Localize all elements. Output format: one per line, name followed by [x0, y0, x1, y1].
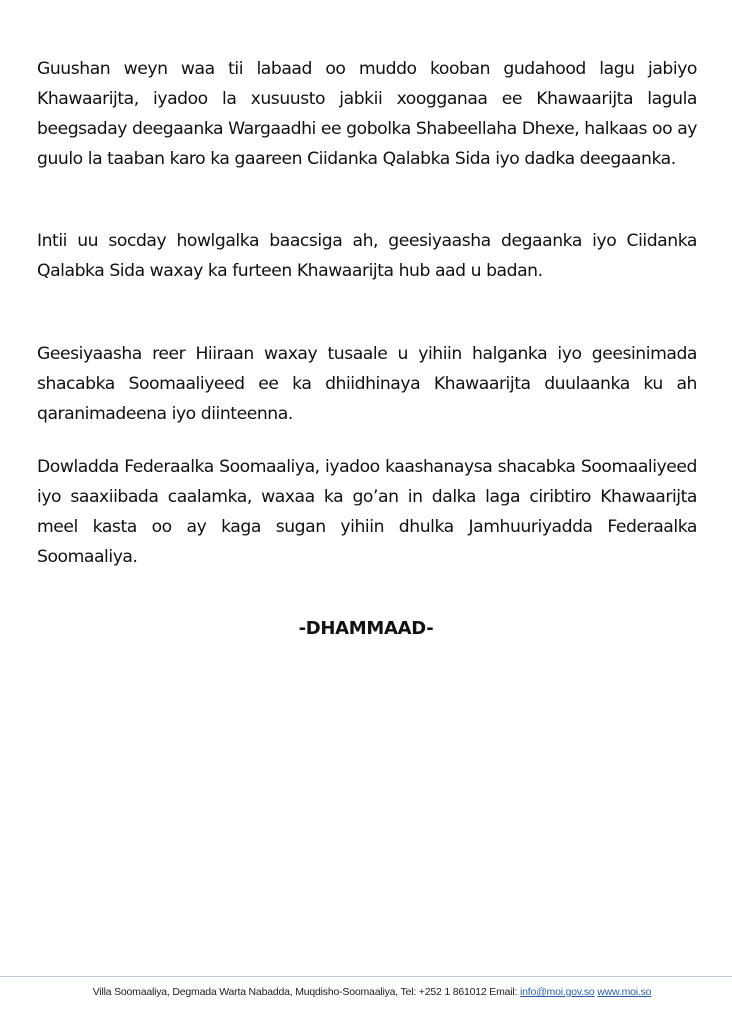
footer-divider — [0, 976, 732, 977]
footer-email-link[interactable]: info@moi.gov.so — [519, 986, 595, 998]
paragraph-text: Intii uu socday howlgalka baacsiga ah, geesiyaasha degaanka iyo Ciidanka Qalabka Sida waxay ka furteen Khawaarijta hub aad u badan. — [37, 231, 697, 281]
paragraph-text: Geesiyaasha reer Hiiraan waxay tusaale u yihiin halganka iyo geesinimada shacabka Soomaaliyeed ee ka dhiidhinaya Khawaarijta duulaanka ku ah qaranimadeena iyo diinteenna. — [37, 344, 697, 424]
paragraph-1 — [37, 54, 697, 174]
footer — [0, 986, 732, 998]
end-mark: -DHAMMAAD- — [298, 618, 434, 639]
paragraph-2 — [37, 226, 697, 286]
footer-website-link[interactable]: www.moi.so — [597, 986, 652, 998]
footer-address: Villa Soomaaliya, Degmada Warta Nabadda, Muqdisho-Soomaaliya, Tel: +252 1 861012 Email: — [92, 986, 520, 998]
paragraph-4 — [37, 452, 697, 572]
paragraph-text: Guushan weyn waa tii labaad oo muddo kooban gudahood lagu jabiyo Khawaarijta, iyadoo la xusuusto jabkii xoogganaa ee Khawaarijta lagula beegsaday deegaanka Wargaadhi ee gobolka Shabeellaha Dhexe, halkaas oo ay guulo la taaban karo ka gaareen Ciidanka Qalabka Sida iyo dadka deegaanka. — [37, 59, 697, 169]
paragraph-3 — [37, 339, 697, 429]
paragraph-text: Dowladda Federaalka Soomaaliya, iyadoo kaashanaysa shacabka Soomaaliyeed iyo saaxiibada caalamka, waxaa ka go’an in dalka laga ciribtiro Khawaarijta meel kasta oo ay kaga sugan yihiin dhulka Jamhuuriyadda Federaalka Soomaaliya. — [37, 457, 697, 567]
